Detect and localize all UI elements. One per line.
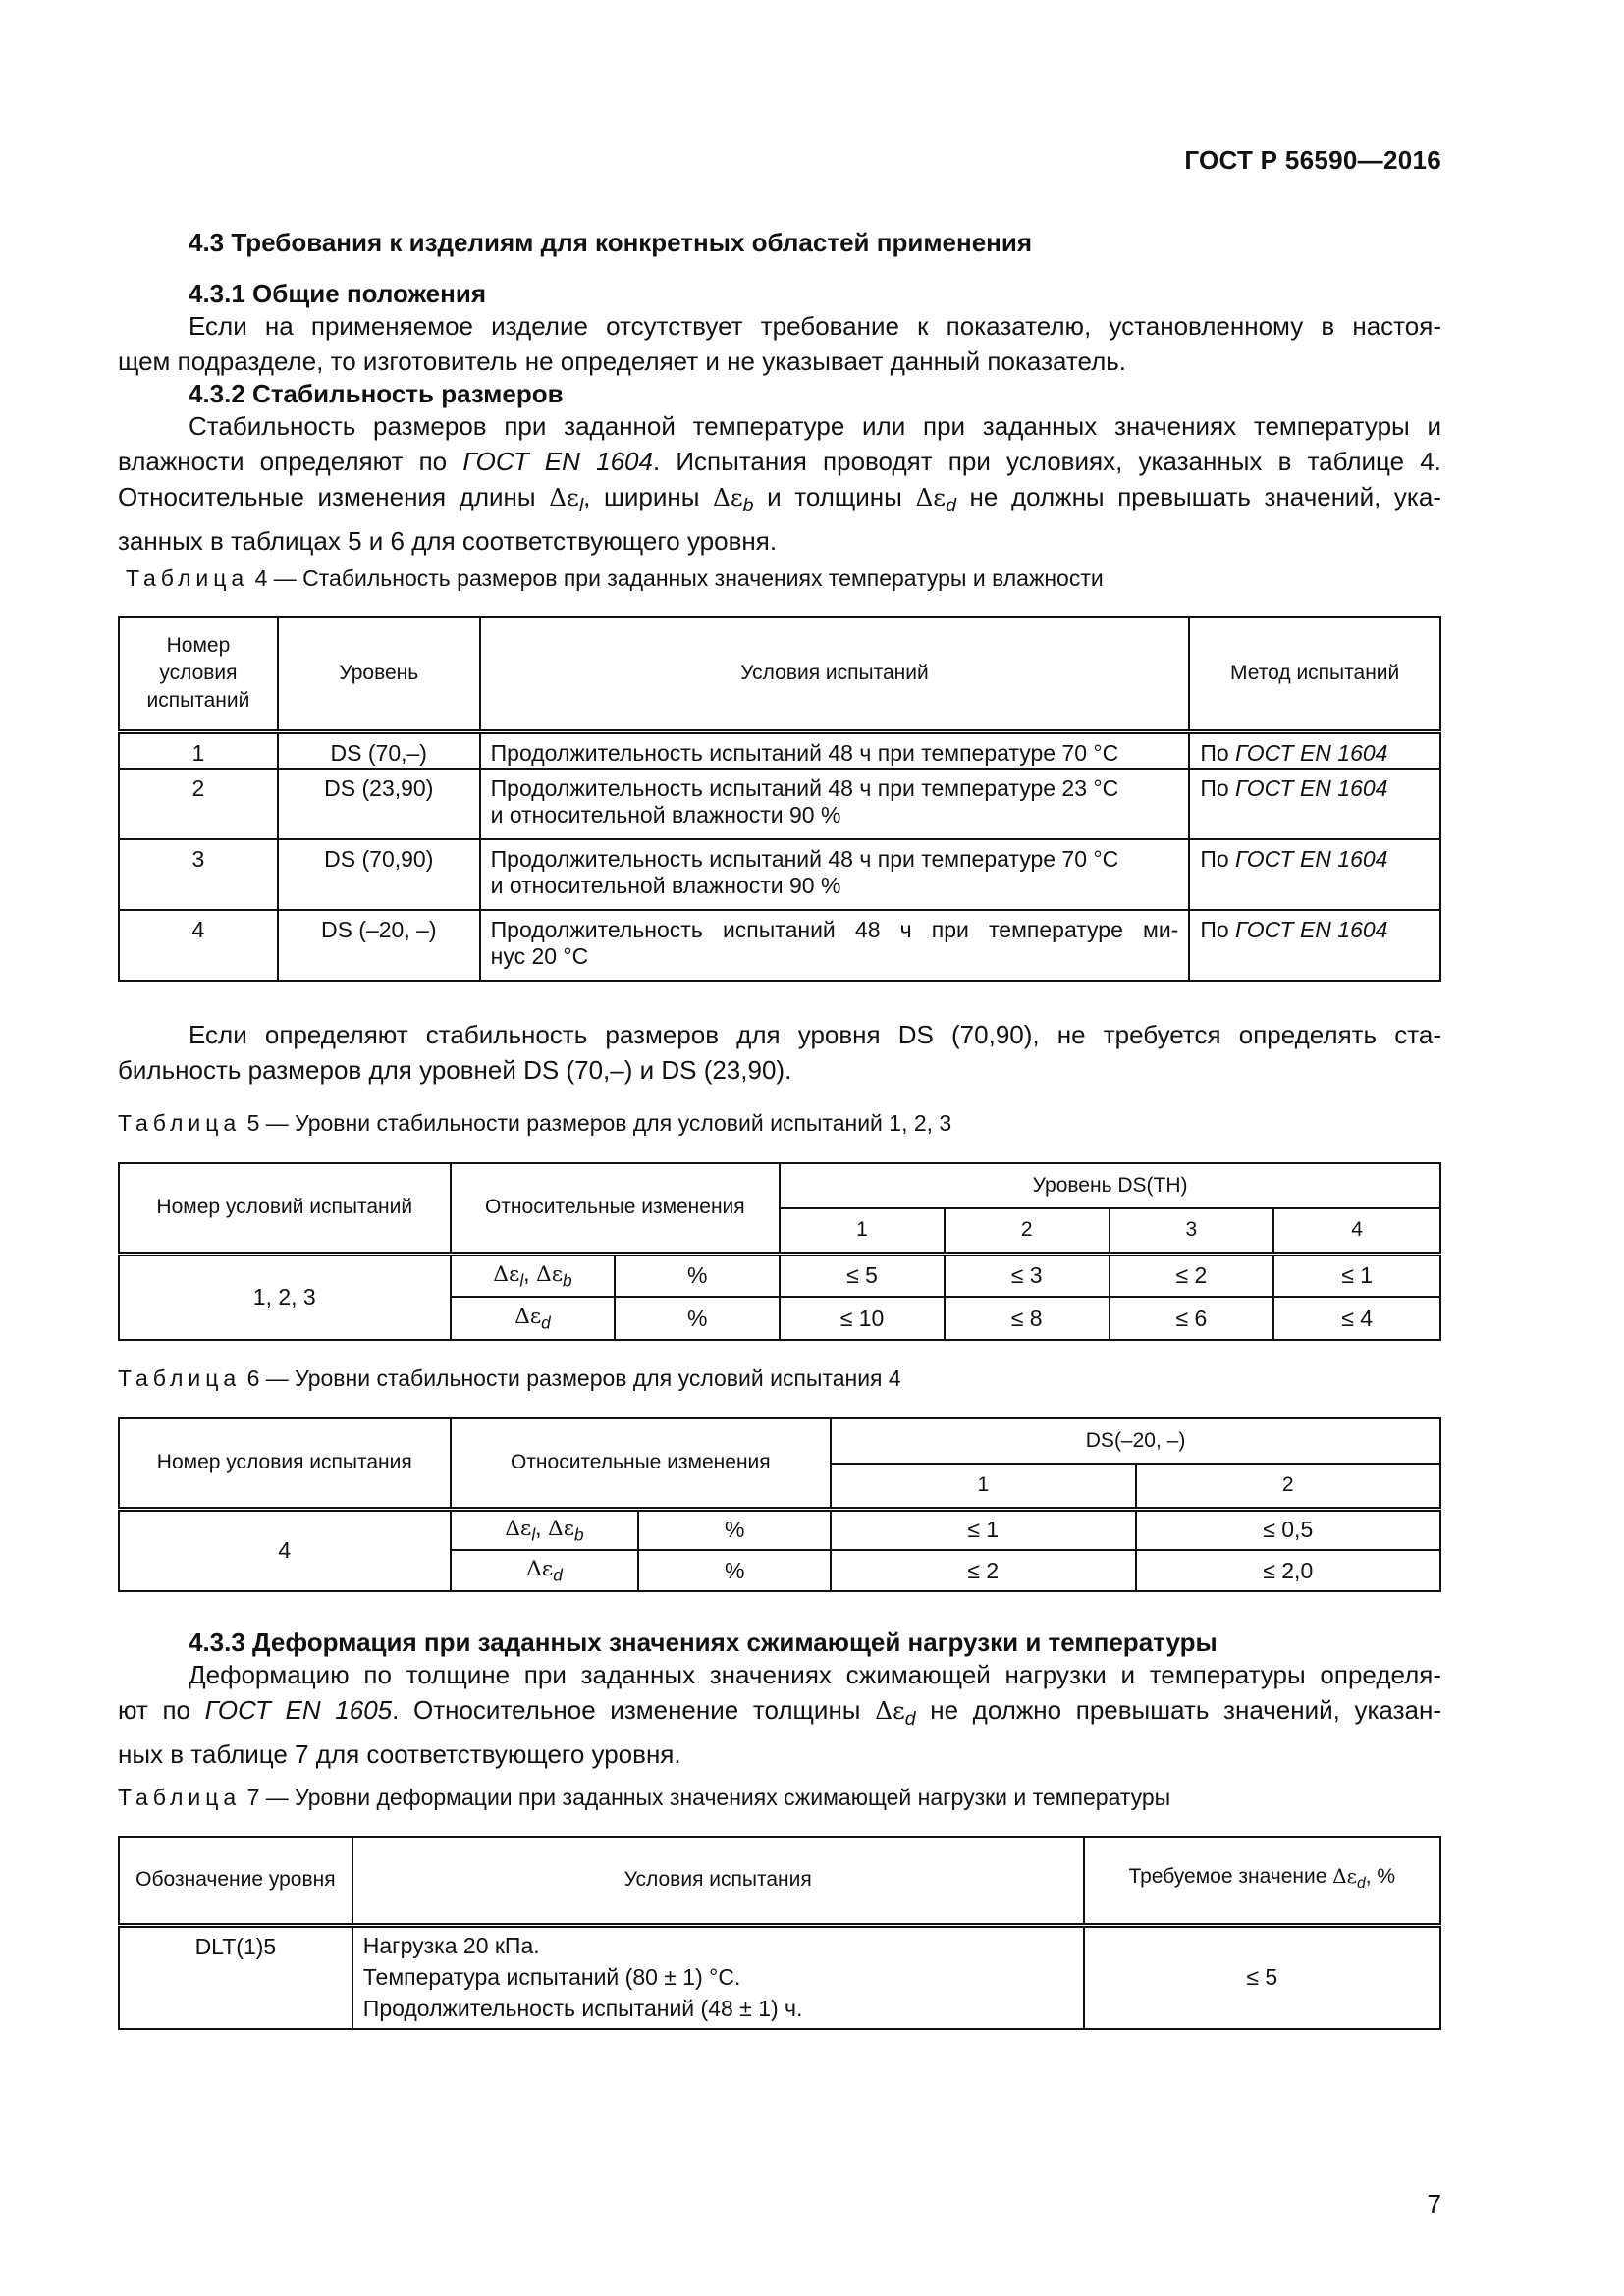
table-header: 2 [1136,1464,1441,1509]
table-header: Номер условия испытаний [119,617,278,731]
table-header: Номер условий испытаний [119,1163,451,1254]
table-row: 1 DS (70,–) Продолжительность испытаний 48 ч при температуре 70 °С По ГОСТ EN 1604 [119,731,1440,769]
text-line: занных в таблицах 5 и 6 для соответствующего уровня. [118,526,778,557]
table-header: 2 [945,1208,1110,1254]
table-4-caption: Таблица 4 — Стабильность размеров при заданных значениях температуры и влажности [126,565,1104,591]
text-line: Стабильность размеров при заданной температуре или при заданных значениях температуры и [189,411,1441,441]
table-5-caption: Таблица 5 — Уровни стабильности размеров для условий испытаний 1, 2, 3 [118,1110,952,1136]
section-4-3-title: 4.3 Требования к изделиям для конкретных областей применения [189,228,1033,257]
table-header: Требуемое значение $\Delta\varepsilon_d$, % [1084,1837,1440,1925]
table-row: $\Delta\varepsilon_d$ % ≤ 2 ≤ 2,0 [119,1550,1440,1591]
table-header: Условия испытания [352,1837,1084,1925]
document-number: ГОСТ Р 56590—2016 [1184,145,1441,175]
section-4-3-1-title: 4.3.1 Общие положения [189,279,486,308]
table-header: 3 [1110,1208,1274,1254]
table-header: Метод испытаний [1189,617,1440,731]
page-number: 7 [1427,2189,1441,2218]
section-4-3-1-text [118,308,1441,379]
table-header: DS(–20, –) [831,1418,1440,1464]
table-row: 4 DS (–20, –) Продолжительность испытаний 48 ч при температуре ми- нус 20 °С По ГОСТ EN 1604 [119,910,1440,981]
table-row: 2 DS (23,90) Продолжительность испытаний 48 ч при температуре 23 °С и относительной влажности 90 % По ГОСТ EN 1604 [119,769,1440,839]
section-4-3-2-title: 4.3.2 Стабильность размеров [189,379,564,408]
table-row: 3 DS (70,90) Продолжительность испытаний 48 ч при температуре 70 °С и относительной влажности 90 % По ГОСТ EN 1604 [119,839,1440,910]
text-line: ных в таблице 7 для соответствующего уровня. [118,1739,681,1770]
standard-reference: ГОСТ EN 1605 [204,1695,393,1725]
table-header: 1 [780,1208,945,1254]
table-row: 4 $\Delta\varepsilon_l$, $\Delta\varepsilon_b$ % ≤ 1 ≤ 0,5 [119,1509,1440,1550]
table-7 [118,1836,1441,2030]
text-line: Если определяют стабильность размеров для уровня DS (70,90), не требуется определять ста- [189,1020,1441,1049]
text-line: ют по ГОСТ EN 1605. Относительное изменение толщины $\Delta\varepsilon_d$ не должно превышать значений, указан- [118,1695,1441,1731]
table-4 [118,616,1441,982]
table-5 [118,1162,1441,1341]
table-header: Уровень DS(TH) [780,1163,1440,1208]
standard-reference: ГОСТ EN 1604 [462,447,653,476]
table-header: Условия испытаний [480,617,1190,731]
table-header: 4 [1273,1208,1440,1254]
text-line: Деформацию по толщине при заданных значениях сжимающей нагрузки и температуры определя- [189,1660,1441,1689]
table-6 [118,1417,1441,1592]
section-4-3-3-text [118,1657,1441,1772]
table-header: Относительные изменения [451,1163,781,1254]
table-row: 1, 2, 3 $\Delta\varepsilon_l$, $\Delta\varepsilon_b$ % ≤ 5 ≤ 3 ≤ 2 ≤ 1 [119,1254,1440,1297]
text-line: Относительные изменения длины $\Delta\varepsilon_l$, ширины $\Delta\varepsilon_b$ и толщины $\Delta\varepsilon_d$ не должны превышать значений, ука- [118,482,1441,517]
table-header: Уровень [278,617,480,731]
text-line: влажности определяют по ГОСТ EN 1604. Испытания проводят при условиях, указанных в таблице 4. [118,447,1441,476]
text-line: Если на применяемое изделие отсутствует требование к показателю, установленному в настоя- [189,311,1441,341]
section-4-3-3-title: 4.3.3 Деформация при заданных значениях сжимающей нагрузки и температуры [189,1628,1218,1657]
table-row: $\Delta\varepsilon_d$ % ≤ 10 ≤ 8 ≤ 6 ≤ 4 [119,1297,1440,1340]
table-header: Обозначение уровня [119,1837,352,1925]
table-7-caption: Таблица 7 — Уровни деформации при заданных значениях сжимающей нагрузки и температуры [118,1785,1171,1810]
table-header: Номер условия испытания [119,1418,451,1509]
note-after-table-4 [118,1017,1441,1088]
text-line: бильность размеров для уровней DS (70,–) и DS (23,90). [118,1055,792,1085]
table-header: Относительные изменения [451,1418,832,1509]
text-line: щем подразделе, то изготовитель не определяет и не указывает данный показатель. [118,347,1127,376]
table-row: DLT(1)5 Нагрузка 20 кПа. Температура испытаний (80 ± 1) °С. Продолжительность испытаний (48 ± 1) ч. ≤ 5 [119,1925,1440,2029]
section-4-3-2-text [118,408,1441,559]
table-header: 1 [831,1464,1135,1509]
table-6-caption: Таблица 6 — Уровни стабильности размеров для условий испытания 4 [118,1365,901,1391]
